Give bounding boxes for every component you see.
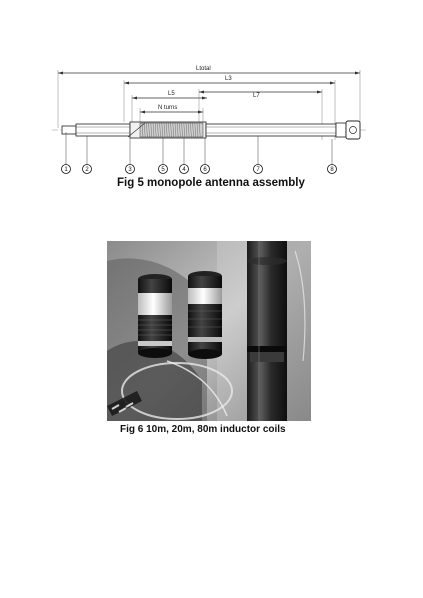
l3-label: L3 xyxy=(225,76,232,82)
part-number-7: 7 xyxy=(256,167,260,174)
n-turns-dimension xyxy=(140,105,203,124)
coil-20m xyxy=(188,271,222,359)
fig5-caption: Fig 5 monopole antenna assembly xyxy=(117,177,305,189)
inductor-coils-image xyxy=(107,241,311,421)
inductor-coils-photo xyxy=(107,241,311,421)
part-number-2: 2 xyxy=(85,167,89,174)
monopole-antenna-drawing xyxy=(0,0,423,200)
part-number-4: 4 xyxy=(182,167,186,174)
part-number-6: 6 xyxy=(203,167,207,174)
part-number-8: 8 xyxy=(330,167,334,174)
ltotal-label: Ltotal xyxy=(196,66,211,72)
n-turns-label: N turns xyxy=(158,105,178,111)
coil-10m xyxy=(138,274,172,358)
l5-label: L5 xyxy=(168,91,175,97)
fig6-caption: Fig 6 10m, 20m, 80m inductor coils xyxy=(120,424,286,435)
ltotal-dimension xyxy=(58,66,360,128)
l7-label: L7 xyxy=(253,93,260,99)
part-number-3: 3 xyxy=(128,167,132,174)
antenna-body xyxy=(52,121,368,139)
part-number-5: 5 xyxy=(161,167,165,174)
coil-80m-pole xyxy=(247,241,287,421)
part-number-1: 1 xyxy=(64,167,68,174)
